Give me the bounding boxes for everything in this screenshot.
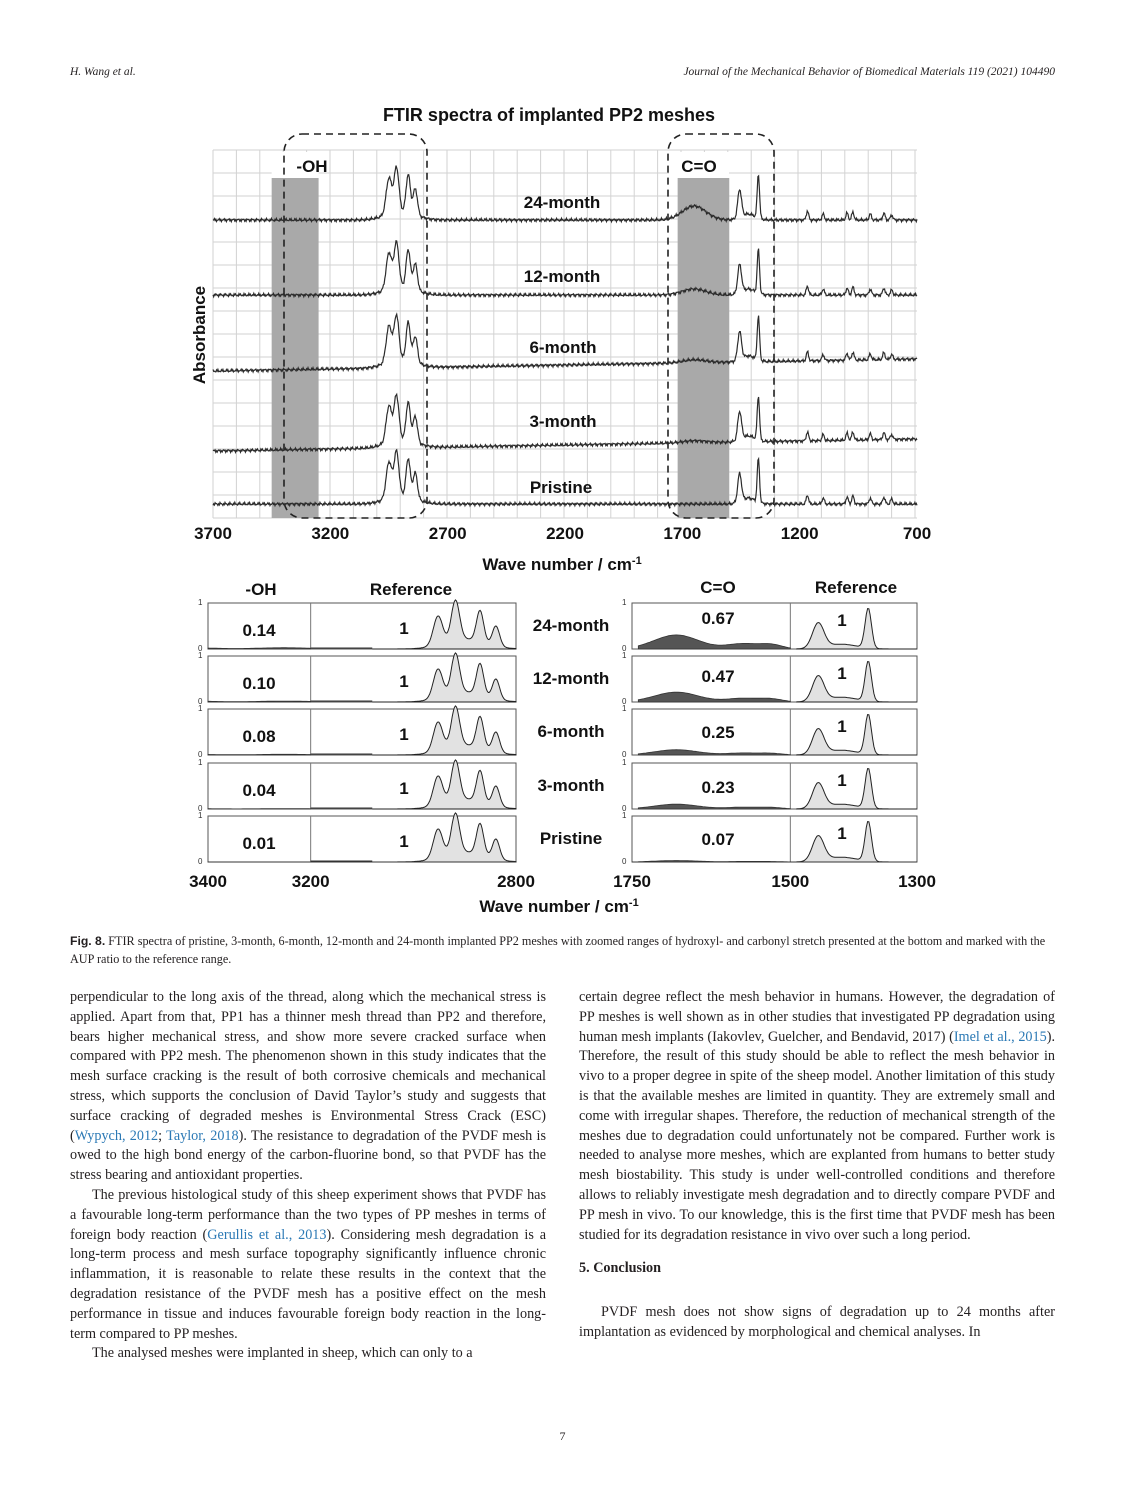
section-heading bbox=[579, 1259, 1055, 1279]
text-run: perpendicular to the long axis of the thread, along which the mechanical stress is applied. Apart from that, PP1 has a thinner mesh thread than PP2 and therefore, bears higher mechanical stress, and show more severe cracked surface when compared with PP2 mesh. The phenomenon shown in this study indicates that the mesh surface cracking is the result of both corrosive chemicals and mechanical stress, which supports the conclusion of David Taylor’s study and suggests that surface cracking of degraded meshes is Environmental Stress Crack (ESC) ( bbox=[70, 989, 546, 1144]
co-ratio-value: 0.23 bbox=[701, 778, 735, 797]
zoom-row-label: 3-month bbox=[537, 776, 605, 795]
series-label-2: 6-month bbox=[529, 338, 597, 357]
text-run: 5. Conclusion bbox=[579, 1260, 661, 1277]
zoom-row-label: 12-month bbox=[532, 669, 610, 688]
zoomed-ftir-panels bbox=[189, 578, 936, 916]
paragraph bbox=[70, 1186, 546, 1344]
co-y-tick-1: 1 bbox=[622, 758, 627, 767]
y-axis-label: Absorbance bbox=[190, 285, 209, 385]
co-y-tick-1: 1 bbox=[622, 811, 627, 820]
oh-sample-area bbox=[208, 701, 311, 702]
co-x-tick-label: 1300 bbox=[898, 872, 936, 891]
co-x-tick-label: 1750 bbox=[613, 872, 651, 891]
page-number: 7 bbox=[559, 1429, 566, 1443]
co-reference-value: 1 bbox=[837, 611, 847, 630]
oh-y-tick-0: 0 bbox=[198, 697, 203, 706]
oh-y-tick-1: 1 bbox=[198, 758, 203, 767]
text-run: PVDF mesh does not show signs of degradation up to 24 months after implantation as evidenced by morphological and chemical analyses. In bbox=[579, 1304, 1055, 1340]
co-y-tick-1: 1 bbox=[622, 598, 627, 607]
oh-y-tick-1: 1 bbox=[198, 704, 203, 713]
paragraph bbox=[579, 988, 1055, 1245]
paragraph bbox=[70, 988, 546, 1186]
co-x-tick-label: 1500 bbox=[771, 872, 810, 891]
zoom-row-label: Pristine bbox=[539, 829, 603, 848]
citation-link[interactable]: Taylor, 2018 bbox=[166, 1127, 239, 1144]
text-run: ; bbox=[158, 1127, 167, 1144]
co-reference-value: 1 bbox=[837, 664, 847, 683]
oh-reference-value: 1 bbox=[399, 619, 409, 638]
co-band bbox=[678, 178, 730, 518]
oh-y-tick-0: 0 bbox=[198, 750, 203, 759]
citation-link[interactable]: Wypych, 2012 bbox=[74, 1127, 159, 1144]
main-x-axis-label: Wave number / $cm^{-1}$ bbox=[482, 555, 642, 574]
citation-link[interactable]: Imel et al., 2015 bbox=[953, 1028, 1047, 1045]
oh-reference-value: 1 bbox=[399, 779, 409, 798]
zoom-row-label: 24-month bbox=[532, 616, 610, 635]
text-run: ). The resistance to degradation of the PVDF mesh is owed to the high bond energy of the carbon-fluorine bond, so that PVDF has the stress bearing and antioxidant properties. bbox=[70, 1127, 547, 1184]
main-x-tick-label: 1700 bbox=[663, 524, 702, 543]
body-column-left bbox=[70, 988, 546, 1364]
main-x-tick-label: 2700 bbox=[428, 524, 467, 543]
oh-ratio-value: 0.14 bbox=[242, 621, 276, 640]
main-x-tick-label: 700 bbox=[902, 524, 932, 543]
zoom-oh-title: -OH bbox=[245, 580, 277, 599]
main-x-tick-label: 1200 bbox=[780, 524, 819, 543]
oh-reference-value: 1 bbox=[399, 832, 409, 851]
figure-caption bbox=[70, 932, 1055, 968]
co-reference-value: 1 bbox=[837, 824, 847, 843]
oh-ratio-value: 0.08 bbox=[242, 727, 276, 746]
main-ftir-panel bbox=[190, 105, 931, 574]
oh-y-tick-0: 0 bbox=[198, 644, 203, 653]
zoom-oh-reference-title: Reference bbox=[369, 580, 453, 599]
text-run: certain degree reflect the mesh behavior in humans. However, the degradation of PP meshes is well shown as in other studies that investigated PP degradation using human mesh implants (Iakovlev, Guelcher, and Bendavid, 2017) ( bbox=[579, 989, 1055, 1045]
co-y-tick-1: 1 bbox=[622, 704, 627, 713]
co-y-tick-1: 1 bbox=[622, 651, 627, 660]
caption-text: FTIR spectra of pristine, 3-month, 6-month, 12-month and 24-month implanted PP2 meshes with zoomed ranges of hydroxyl- and carbonyl stretch presented at the bottom and marked with the AUP ratio to the reference range. bbox=[70, 934, 1046, 966]
citation-link[interactable]: Gerullis et al., 2013 bbox=[207, 1226, 327, 1243]
oh-band bbox=[272, 178, 319, 518]
co-y-tick-0: 0 bbox=[622, 804, 627, 813]
series-label-1: 12-month bbox=[523, 267, 601, 286]
oh-ratio-value: 0.10 bbox=[242, 674, 276, 693]
oh-x-tick-label: 3400 bbox=[189, 872, 227, 891]
series-label-0: 24-month bbox=[523, 193, 601, 212]
zoom-row-label: 6-month bbox=[537, 722, 605, 741]
figure-title: FTIR spectra of implanted PP2 meshes bbox=[382, 105, 716, 125]
co-y-tick-0: 0 bbox=[622, 857, 627, 866]
oh-y-tick-1: 1 bbox=[198, 811, 203, 820]
oh-x-tick-label: 2800 bbox=[497, 872, 535, 891]
main-x-tick-label: 3700 bbox=[194, 524, 232, 543]
text-run: ). Considering mesh degradation is a long-term process and mesh surface topography significantly influence chronic inflammation, it is reasonable to relate these results in the context that the degradation resistance of the PVDF mesh has a positive effect on the mesh performance in tissue and induces favourable foreign body reaction in the long-term compared to PP meshes. bbox=[70, 1226, 547, 1342]
oh-sample-area bbox=[208, 754, 311, 755]
co-reference-value: 1 bbox=[837, 771, 847, 790]
co-ratio-value: 0.47 bbox=[701, 667, 735, 686]
series-label-4: Pristine bbox=[529, 478, 593, 497]
text-run: ). Therefore, the result of this study should be able to reflect the mesh behavior in vivo to a proper degree in spite of the sheep model. Another limitation of this study is that the available meshes are limited in quantity. They are extremely small and come with irregular shapes. Therefore, the reduction of mechanical strength of the meshes due to degradation could unfortunately not be compared. Further work is needed to analyse more meshes, which are explanted from humans to better study mesh biostability. This study is under well-controlled conditions and therefore allows to reliably investigate mesh degradation and to directly compare PVDF and PP mesh in vivo. To our knowledge, this is the first time that PVDF mesh has been studied for its degradation resistance in vivo over such a long period. bbox=[579, 1028, 1055, 1243]
co-reference-value: 1 bbox=[837, 717, 847, 736]
co-y-tick-0: 0 bbox=[622, 750, 627, 759]
oh-reference-value: 1 bbox=[399, 672, 409, 691]
zoom-co-title: C=O bbox=[700, 578, 736, 597]
text-run: The analysed meshes were implanted in sheep, which can only to a bbox=[92, 1345, 473, 1362]
main-x-tick-label: 2200 bbox=[546, 524, 584, 543]
co-ratio-value: 0.07 bbox=[701, 830, 735, 849]
running-head-journal: Journal of the Mechanical Behavior of Biomedical Materials 119 (2021) 104490 bbox=[683, 66, 1055, 78]
oh-y-tick-1: 1 bbox=[198, 598, 203, 607]
zoom-x-axis-label: Wave number / $cm^{-1}$ bbox=[479, 897, 639, 916]
series-label-3: 3-month bbox=[529, 412, 597, 431]
oh-x-tick-label: 3200 bbox=[291, 872, 330, 891]
oh-y-tick-0: 0 bbox=[198, 857, 203, 866]
oh-y-tick-1: 1 bbox=[198, 651, 203, 660]
co-y-tick-0: 0 bbox=[622, 697, 627, 706]
oh-reference-value: 1 bbox=[399, 725, 409, 744]
oh-ratio-value: 0.04 bbox=[242, 781, 276, 800]
oh-band-label: -OH bbox=[296, 157, 328, 176]
paragraph bbox=[579, 1303, 1055, 1343]
co-band-label: C=O bbox=[681, 157, 717, 176]
oh-ratio-value: 0.01 bbox=[242, 834, 276, 853]
running-head-authors: H. Wang et al. bbox=[70, 66, 136, 78]
text-run: The previous histological study of this sheep experiment shows that PVDF has a favourable long-term performance than the two types of PP meshes in terms of foreign body reaction ( bbox=[70, 1186, 546, 1243]
body-column-right bbox=[579, 988, 1055, 1343]
co-ratio-value: 0.25 bbox=[701, 723, 735, 742]
main-x-tick-label: 3200 bbox=[311, 524, 350, 543]
paragraph bbox=[70, 1344, 546, 1364]
caption-label: Fig. 8. bbox=[70, 934, 106, 948]
zoom-co-reference-title: Reference bbox=[814, 578, 898, 597]
oh-y-tick-0: 0 bbox=[198, 804, 203, 813]
co-ratio-value: 0.67 bbox=[701, 609, 735, 628]
co-y-tick-0: 0 bbox=[622, 644, 627, 653]
